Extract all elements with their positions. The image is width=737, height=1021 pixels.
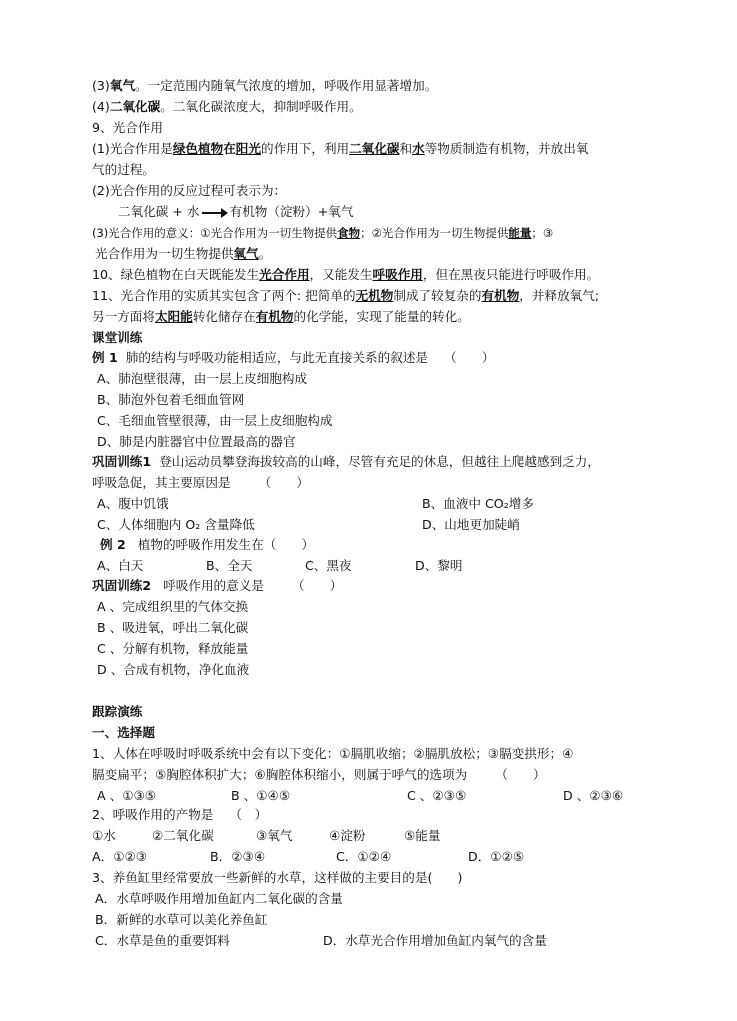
item-11: 11、光合作用的实质其实包含了两个: 把简单的无机物制成了较复杂的有机物，并释放氧气; [92, 288, 600, 303]
section-tracking-practice: 跟踪演练 [92, 704, 143, 719]
question-2-option-c: C．①②④ [336, 849, 392, 864]
question-2-option-a: A．①②③ [92, 849, 148, 864]
photosynthesis-significance: (3)光合作用的意义：①光合作用为一切生物提供食物；②光合作用为一切生物提供能量；③ [92, 226, 554, 240]
question-3-option-a: A．水草呼吸作用增加鱼缸内二氧化碳的含量 [95, 891, 343, 906]
arrow-icon [202, 208, 228, 218]
question-1-option-a: A 、①③⑤ [97, 788, 157, 803]
question-1-option-c: C 、②③⑤ [407, 788, 467, 803]
question-3-option-b: B．新鲜的水草可以美化养鱼缸 [95, 912, 268, 927]
example-2-option-a: A、白天 [97, 558, 144, 573]
question-3-option-c: C．水草是鱼的重要饵料 [95, 933, 230, 948]
example-1: 例 1 肺的结构与呼吸功能相适应，与此无直接关系的叙述是 （ ） [92, 350, 495, 365]
question-3-option-d: D．水草光合作用增加鱼缸内氧气的含量 [323, 933, 547, 948]
photosynthesis-significance-cont: 光合作用为一切生物提供氧气。 [95, 246, 272, 261]
question-1-cont: 膈变扁平；⑤胸腔体积扩大；⑥胸腔体积缩小，则属于呼气的选项为 （ ） [92, 767, 546, 782]
question-2-option-d: D．①②⑤ [468, 849, 525, 864]
consolidation-2-option-c: C 、分解有机物，释放能量 [97, 641, 249, 656]
section-multiple-choice: 一、选择题 [92, 725, 155, 740]
section-classroom-training: 课堂训练 [92, 330, 143, 345]
example-1-option-c: C、毛细血管壁很薄，由一层上皮细胞构成 [97, 413, 333, 428]
photosynthesis-definition: (1)光合作用是绿色植物在阳光的作用下，利用二氧化碳和水等物质制造有机物，并放出氧 [92, 141, 589, 156]
example-1-option-b: B、肺泡外包着毛细血管网 [97, 392, 245, 407]
heading-photosynthesis: 9、光合作用 [92, 120, 163, 135]
consolidation-1-option-d: D、山地更加陡峭 [422, 517, 520, 532]
consolidation-1-option-a: A、腹中饥饿 [97, 496, 169, 511]
question-1-option-d: D 、②③⑥ [563, 788, 624, 803]
consolidation-2-option-a: A 、完成组织里的气体交换 [97, 599, 249, 614]
item-10: 10、绿色植物在白天既能发生光合作用，又能发生呼吸作用，但在黑夜只能进行呼吸作用。 [92, 267, 600, 282]
example-2: 例 2 植物的呼吸作用发生在（ ） [100, 537, 315, 552]
example-1-option-a: A、肺泡壁很薄，由一层上皮细胞构成 [97, 371, 308, 386]
consolidation-1: 巩固训练1 登山运动员攀登海拔较高的山峰，尽管有充足的休息，但越往上爬越感到乏力， [92, 454, 600, 469]
example-2-option-d: D、黎明 [415, 558, 463, 573]
question-2: 2、呼吸作用的产物是 （ ） [92, 807, 268, 822]
photosynthesis-process: (2)光合作用的反应过程可表示为： [92, 183, 287, 198]
consolidation-1-option-b: B、血液中 CO₂增多 [422, 496, 534, 511]
example-2-option-c: C、黑夜 [305, 558, 352, 573]
consolidation-2-option-d: D 、合成有机物，净化血液 [97, 662, 250, 677]
example-1-option-d: D、肺是内脏器官中位置最高的器官 [97, 434, 296, 449]
photosynthesis-equation: 二氧化碳 + 水 有机物（淀粉）+氧气 [118, 204, 354, 219]
question-3: 3、养鱼缸里经常要放一些新鲜的水草，这样做的主要目的是( ) [92, 870, 463, 885]
factor-co2: (4)二氧化碳。二氧化碳浓度大，抑制呼吸作用。 [92, 99, 362, 114]
consolidation-2: 巩固训练2 呼吸作用的意义是 （ ） [92, 578, 343, 593]
question-2-item-2: ②二氧化碳 [152, 828, 214, 843]
consolidation-1-option-c: C、人体细胞内 O₂ 含量降低 [97, 517, 255, 532]
question-2-item-5: ⑤能量 [404, 828, 441, 843]
question-1: 1、人体在呼吸时呼吸系统中会有以下变化：①膈肌收缩；②膈肌放松；③膈变拱形；④ [92, 746, 574, 761]
factor-oxygen: (3)氧气。一定范围内随氧气浓度的增加，呼吸作用显著增加。 [92, 78, 438, 93]
question-2-option-b: B．②③④ [210, 849, 266, 864]
question-1-option-b: B 、①④⑤ [231, 788, 291, 803]
question-2-item-4: ④淀粉 [329, 828, 366, 843]
consolidation-1-cont: 呼吸急促，其主要原因是 （ ） [92, 475, 309, 490]
consolidation-2-option-b: B 、吸进氧，呼出二氧化碳 [97, 620, 249, 635]
item-11-cont: 另一方面将太阳能转化储存在有机物的化学能，实现了能量的转化。 [92, 309, 470, 324]
question-2-item-3: ③氧气 [256, 828, 293, 843]
question-2-item-1: ①水 [92, 828, 116, 843]
example-2-option-b: B、全天 [206, 558, 253, 573]
photosynthesis-definition-cont: 气的过程。 [92, 162, 155, 177]
